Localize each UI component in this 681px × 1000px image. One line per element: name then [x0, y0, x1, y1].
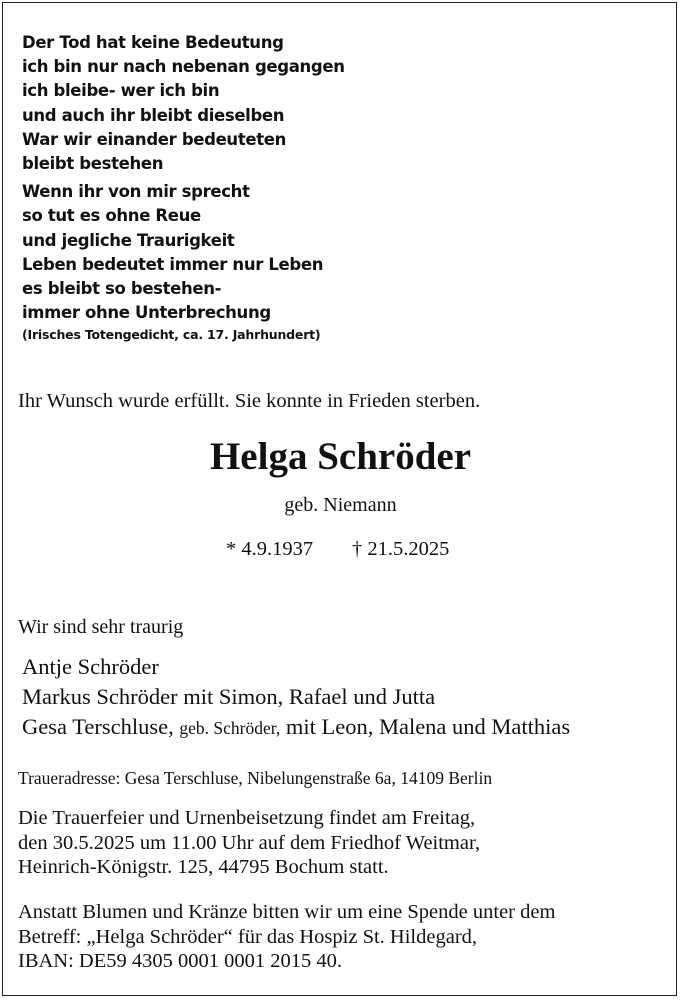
poem-source: (Irisches Totengedicht, ca. 17. Jahrhundert) [22, 327, 321, 343]
birth-date: * 4.9.1937 [226, 538, 314, 560]
donation-line: Anstatt Blumen und Kränze bitten wir um eine Spende unter dem [18, 901, 556, 923]
death-date: † 21.5.2025 [352, 538, 450, 560]
maiden-name: geb. Niemann [284, 494, 397, 516]
poem-line: bleibt bestehen [22, 154, 164, 174]
ceremony-info [18, 806, 480, 880]
ceremony-line: Die Trauerfeier und Urnenbeisetzung findet am Freitag, [18, 807, 476, 829]
ceremony-line: Heinrich-Königstr. 125, 44795 Bochum statt. [18, 856, 389, 878]
poem [22, 31, 345, 345]
family-member [22, 712, 570, 743]
poem-line: es bleibt so bestehen- [22, 279, 222, 299]
mourning-intro: Wir sind sehr traurig [18, 616, 184, 638]
mourning-address: Traueradresse: Gesa Terschluse, Nibelungenstraße 6a, 14109 Berlin [18, 768, 493, 788]
deceased-name: Helga Schröder [209, 435, 472, 478]
poem-line: und jegliche Traurigkeit [22, 230, 235, 250]
family-member: Antje Schröder [22, 654, 159, 679]
poem-line: und auch ihr bleibt dieselben [22, 105, 285, 125]
poem-line: Der Tod hat keine Bedeutung [22, 33, 284, 52]
poem-line: ich bleibe- wer ich bin [22, 81, 220, 101]
donation-line: IBAN: DE59 4305 0001 0001 2015 40. [18, 950, 343, 972]
poem-line: ich bin nur nach nebenan gegangen [22, 57, 345, 77]
poem-line: War wir einander bedeuteten [22, 129, 286, 149]
ceremony-line: den 30.5.2025 um 11.00 Uhr auf dem Friedhof Weitmar, [18, 831, 481, 854]
family-member-name: Gesa Terschluse, [22, 714, 174, 739]
poem-line: so tut es ohne Reue [22, 206, 201, 226]
family-list [22, 652, 570, 743]
poem-line: Wenn ihr von mir sprecht [22, 182, 250, 202]
family-member: Markus Schröder mit Simon, Rafael und Jutta [22, 684, 436, 709]
donation-line: Betreff: „Helga Schröder“ für das Hospiz St. Hildegard, [18, 925, 478, 948]
donation-info [18, 900, 555, 974]
poem-line: Leben bedeutet immer nur Leben [22, 254, 324, 274]
family-member-birthname: geb. Schröder, [179, 718, 281, 738]
poem-line: immer ohne Unterbrechung [22, 303, 271, 323]
family-member-rest: mit Leon, Malena und Matthias [285, 714, 571, 739]
wish-statement: Ihr Wunsch wurde erfüllt. Sie konnte in Frieden sterben. [18, 390, 481, 412]
